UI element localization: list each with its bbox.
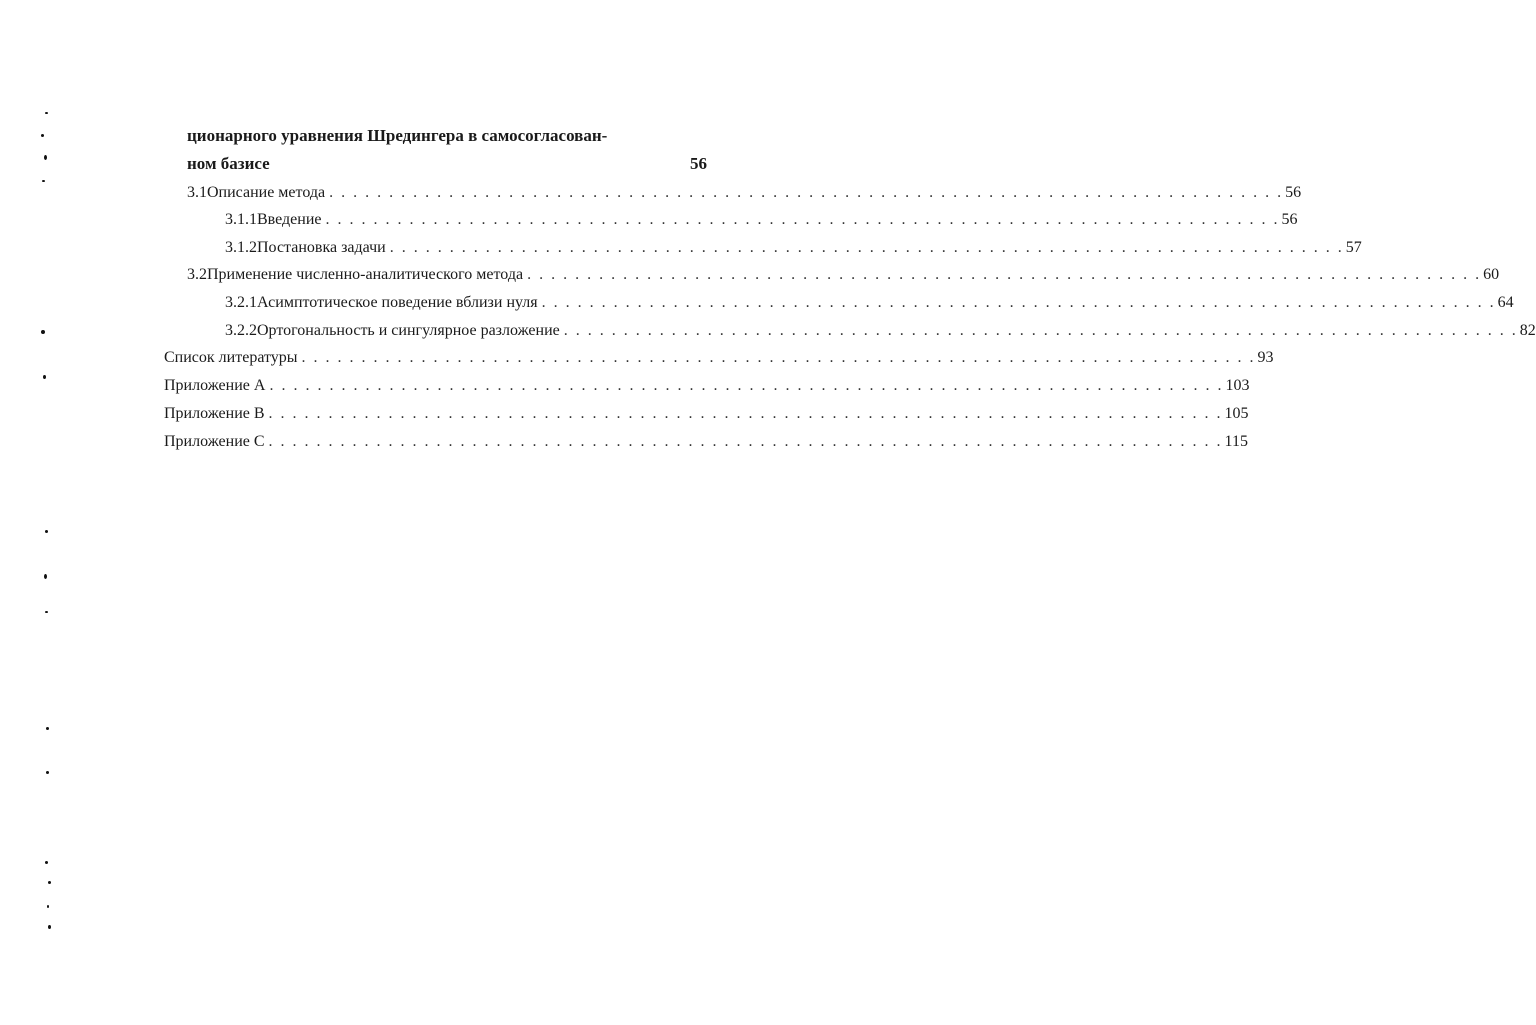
dot-leader: [527, 265, 1479, 285]
section-number: 3.2: [187, 266, 207, 283]
dot-leader: [329, 183, 1281, 203]
subsection-number: 3.1.2: [225, 239, 257, 256]
toc-entry-subsection-3-1-2[interactable]: [225, 238, 1362, 258]
dot-leader: [302, 348, 1254, 368]
toc-entry-appendix-a[interactable]: [164, 376, 1250, 396]
entry-title: Приложение А: [164, 377, 266, 394]
scan-speck: [45, 611, 48, 613]
dot-leader: [564, 321, 1516, 341]
scan-speck: [42, 180, 45, 182]
page-number: 93: [1257, 349, 1274, 366]
subsection-title: Ортогональность и сингулярное разложение: [257, 322, 560, 339]
page-number: 57: [1345, 239, 1362, 256]
subsection-title: Введение: [257, 211, 322, 228]
scan-speck: [48, 881, 51, 884]
toc-entry-appendix-c[interactable]: [164, 432, 1248, 452]
chapter-title-line-1: [187, 126, 707, 146]
toc-entry-subsection-3-2-1[interactable]: [225, 293, 1514, 313]
chapter-title-text-1: ционарного уравнения Шредингера в самосогласован-: [187, 126, 608, 145]
section-title: Применение численно-аналитического метода: [207, 266, 524, 283]
subsection-number: 3.2.2: [225, 322, 257, 339]
page-number: 103: [1225, 377, 1250, 394]
page-number: 56: [1285, 184, 1302, 201]
scan-speck: [44, 155, 47, 160]
scan-speck: [43, 375, 46, 379]
subsection-number: 3.2.1: [225, 294, 257, 311]
scan-speck: [44, 574, 47, 579]
scan-speck: [46, 727, 49, 730]
section-number: 3.1: [187, 184, 207, 201]
dot-leader: [269, 376, 1221, 396]
page-number: 82: [1519, 322, 1536, 339]
entry-title: Список литературы: [164, 349, 298, 366]
toc-entry-subsection-3-1-1[interactable]: [225, 210, 1298, 230]
dot-leader: [390, 238, 1342, 258]
chapter-title-line-2: [187, 154, 707, 174]
entry-title: Приложение В: [164, 405, 265, 422]
toc-entry-appendix-b[interactable]: [164, 404, 1249, 424]
scan-speck: [45, 861, 48, 864]
scan-speck: [45, 112, 48, 114]
scan-speck: [48, 925, 51, 929]
page-number: 60: [1483, 266, 1500, 283]
chapter-page-number: 56: [690, 154, 707, 173]
dot-leader: [269, 432, 1221, 452]
scan-speck: [46, 771, 49, 774]
subsection-title: Постановка задачи: [257, 239, 386, 256]
toc-entry-references[interactable]: [164, 348, 1274, 368]
entry-title: Приложение С: [164, 433, 265, 450]
scan-speck: [41, 134, 44, 137]
dot-leader: [542, 293, 1494, 313]
dot-leader: [269, 404, 1221, 424]
subsection-number: 3.1.1: [225, 211, 257, 228]
toc-entry-section-3-2[interactable]: [187, 265, 1500, 285]
page-number: 115: [1224, 433, 1248, 450]
toc-entry-subsection-3-2-2[interactable]: [225, 321, 1536, 341]
dot-leader: [326, 210, 1278, 230]
page-number: 105: [1224, 405, 1249, 422]
chapter-title-text-2: ном базисе: [187, 154, 270, 173]
page-number: 64: [1497, 294, 1514, 311]
toc-entry-section-3-1[interactable]: [187, 183, 1302, 203]
page-number: 56: [1281, 211, 1298, 228]
section-title: Описание метода: [207, 184, 326, 201]
subsection-title: Асимптотическое поведение вблизи нуля: [257, 294, 538, 311]
scan-speck: [45, 530, 48, 533]
scan-speck: [41, 330, 45, 334]
scan-speck: [47, 905, 49, 908]
